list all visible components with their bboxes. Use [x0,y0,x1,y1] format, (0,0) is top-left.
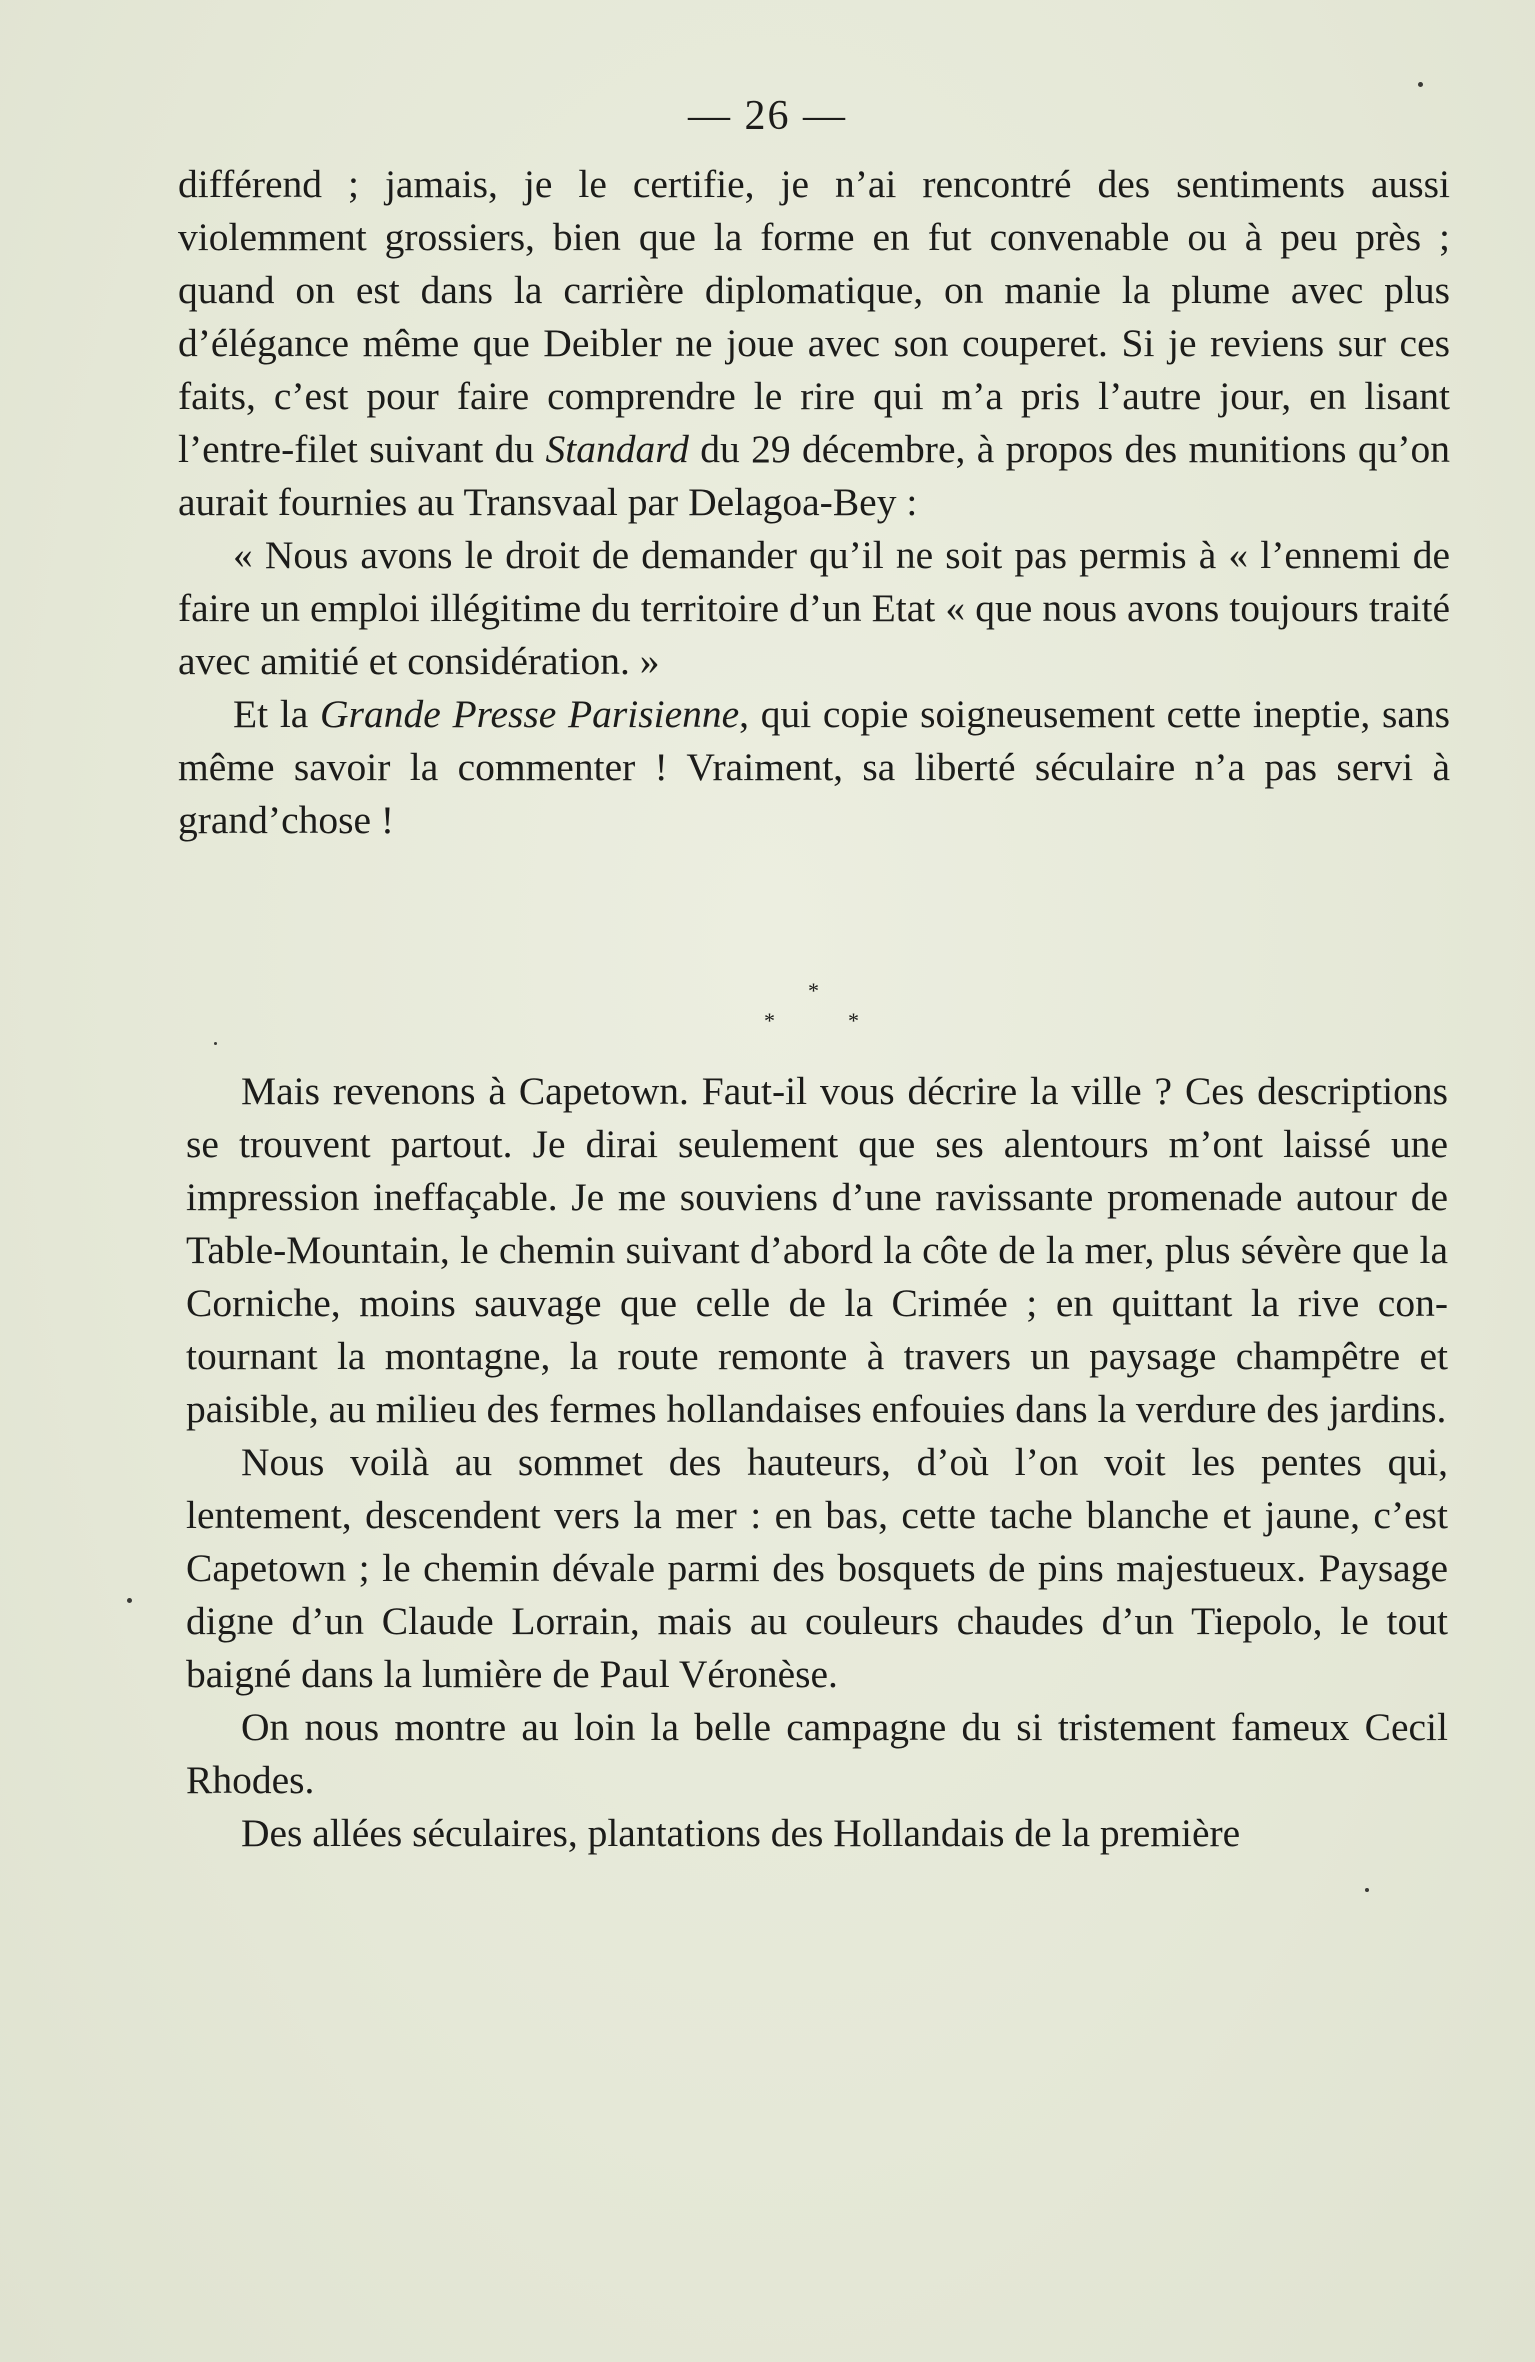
newspaper-title-grande-presse: Grande Presse Parisienne [320,692,740,736]
paragraph-3-text-a: Et la [233,692,321,736]
asterism-separator [0,980,1535,1050]
paper-speck [1418,82,1423,87]
page-number: — 26 — [688,93,847,139]
newspaper-title-standard: Standard [545,427,689,471]
paragraph-allees: Des allées séculaires, plantations des Hollandais de la première [241,1811,1241,1855]
paragraph-hauteurs: Nous voilà au sommet des hauteurs, d’où l’on voit les pentes qui, lentement, descendent vers la mer : en bas, cette tache blanche et jaune, c’est Capetown ; le chemin dévale parmi des bosquets de pins majestueux. Paysage digne d’un Claude Lorrain, mais au couleurs chaudes d’un Tiepolo, le tout baigné dans la lumière de Paul Véronèse. [186,1440,1448,1696]
paragraph-1 [178,158,1450,529]
asterisk-icon: * [808,978,819,1003]
asterisk-icon: * [764,1008,775,1033]
asterisk-icon: * [848,1008,859,1033]
paragraph-3 [178,688,1450,847]
paragraph-1-text-b: du 29 décembre, à propos des munitions qu’on aurait fournies au Transvaal par Delagoa-Bey : [178,427,1451,524]
paper-speck [214,1042,217,1045]
paper-speck [1365,1888,1369,1892]
paragraph-cecil-rhodes: On nous montre au loin la belle campagne du si tristement fameux Cecil Rhodes. [186,1705,1448,1802]
paragraph-1-text-a: différend ; jamais, je le certifie, je n’ai rencontré des sentiments aussi violemment grossiers, bien que la forme en fut convenable ou à peu près ; quand on est dans la carrière diplomatique, on manie la plume avec plus d’élégance même que Deibler ne joue avec son couperet. Si je reviens sur ces faits, c’est pour faire comprendre le rire qui m’a pris l’autre jour, en lisant l’entre-filet suivant du [178,162,1450,471]
paragraph-3-text-b: , qui copie soigneusement cette ineptie, sans même savoir la commenter ! Vraiment, sa liberté séculaire n’a pas servi à grand’chose ! [178,692,1451,842]
text-block-bottom [186,1065,1448,1860]
text-block-top [178,158,1450,847]
paper-speck [127,1598,132,1603]
paragraph-capetown: Mais revenons à Capetown. Faut-il vous décrire la ville ? Ces descriptions se trouvent partout. Je dirai seulement que ses alentours m’ont laissé une impression ineffaçable. Je me souviens d’une ravissante promenade autour de Table-Mountain, le chemin suivant d’abord la côte de la mer, plus sévère que la Corniche, moins sauvage que celle de la Crimée ; en quittant la rive con-tournant la montagne, la route remonte à travers un paysage champêtre et paisible, au milieu des fermes hollandaises enfouies dans la verdure des jardins. [186,1069,1448,1431]
quotation-paragraph: « Nous avons le droit de demander qu’il ne soit pas permis à « l’ennemi de faire un emploi illégitime du territoire d’un Etat « que nous avons toujours traité avec amitié et considération. » [178,533,1450,683]
